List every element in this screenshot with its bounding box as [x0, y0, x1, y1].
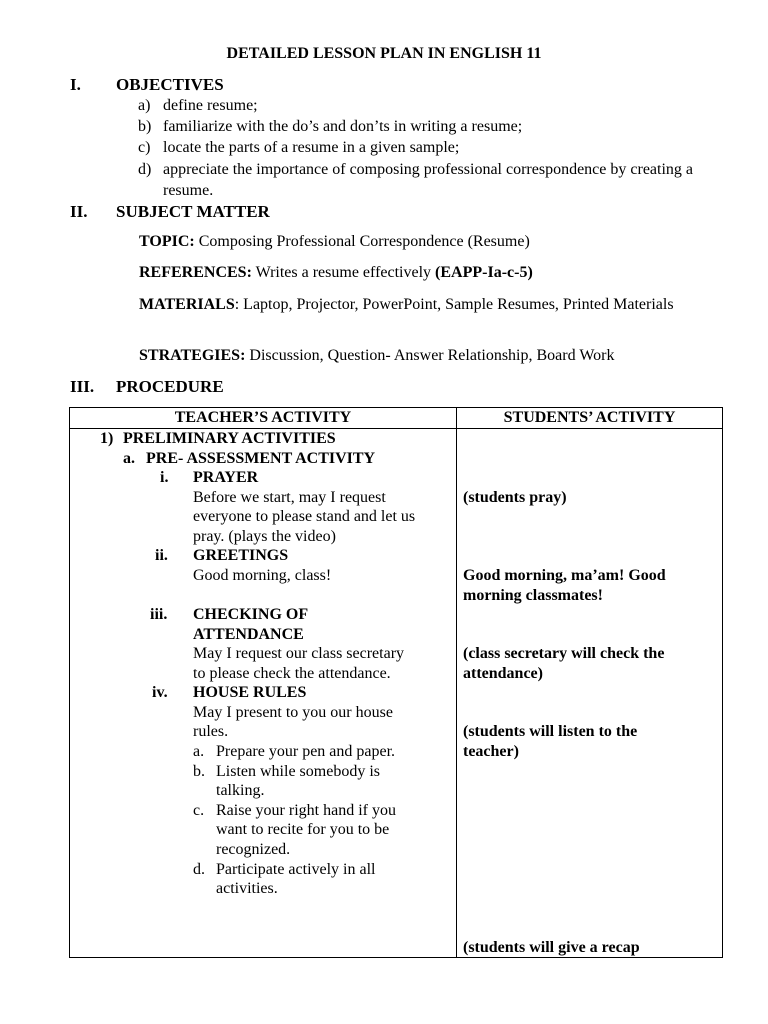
- prayer-text-line: pray. (plays the video): [193, 528, 336, 545]
- section-number-procedure: III.: [70, 377, 95, 396]
- prayer-text-line: everyone to please stand and let us: [193, 508, 416, 525]
- table-row: [70, 429, 723, 958]
- teacher-activity-cell: [70, 429, 457, 958]
- objective-item: [138, 159, 708, 201]
- section-number-subject-matter: II.: [70, 202, 88, 221]
- materials-label: MATERIALS: [139, 296, 235, 313]
- greetings-number: ii.: [155, 547, 168, 564]
- rule-letter: d.: [193, 861, 205, 878]
- references-label: REFERENCES:: [139, 264, 252, 281]
- students-activity-header: STUDENTS’ ACTIVITY: [457, 408, 723, 429]
- objective-text: locate the parts of a resume in a given sample;: [163, 139, 460, 156]
- attendance-title: CHECKING OF: [193, 606, 309, 623]
- references-line: [139, 263, 699, 283]
- rule-text: recognized.: [216, 841, 291, 858]
- topic-line: [139, 232, 699, 252]
- procedure-table: [69, 407, 723, 958]
- objective-text: appreciate the importance of composing professional correspondence by creating a resume.: [163, 161, 694, 199]
- preliminary-heading: PRELIMINARY ACTIVITIES: [123, 430, 336, 447]
- rule-text: want to recite for you to be: [216, 821, 390, 838]
- objective-item: [138, 138, 708, 158]
- strategies-value: Discussion, Question- Answer Relationship, Board Work: [245, 347, 615, 364]
- objective-letter: c): [138, 139, 151, 156]
- preassessment-letter: a.: [123, 450, 135, 467]
- rules-title: HOUSE RULES: [193, 684, 307, 701]
- rules-intro-line: rules.: [193, 723, 229, 740]
- rule-letter: b.: [193, 763, 205, 780]
- materials-value: : Laptop, Projector, PowerPoint, Sample Resumes, Printed Materials: [234, 296, 674, 313]
- objective-letter: d): [138, 161, 152, 178]
- references-code: (EAPP-Ia-c-5): [435, 264, 533, 281]
- students-rules-line: (students will listen to the: [463, 723, 638, 740]
- rules-intro-line: May I present to you our house: [193, 704, 393, 721]
- students-attendance-line: (class secretary will check the: [463, 645, 665, 662]
- students-recap: (students will give a recap: [463, 939, 640, 956]
- prayer-title: PRAYER: [193, 469, 259, 486]
- references-value: Writes a resume effectively: [251, 264, 436, 281]
- rule-letter: c.: [193, 802, 205, 819]
- objective-text: define resume;: [163, 97, 258, 114]
- objective-item: [138, 117, 708, 137]
- objective-text: familiarize with the do’s and don’ts in writing a resume;: [163, 118, 523, 135]
- rule-text: Raise your right hand if you: [216, 802, 396, 819]
- materials-line: [139, 294, 699, 315]
- preassessment-heading: PRE- ASSESSMENT ACTIVITY: [146, 450, 376, 467]
- attendance-text-line: May I request our class secretary: [193, 645, 405, 662]
- attendance-number: iii.: [150, 606, 168, 623]
- preliminary-number: 1): [100, 430, 114, 447]
- prayer-number: i.: [160, 469, 169, 486]
- strategies-label: STRATEGIES:: [139, 347, 246, 364]
- page-title: DETAILED LESSON PLAN IN ENGLISH 11: [226, 45, 542, 62]
- students-greetings-line: Good morning, ma’am! Good: [463, 567, 666, 584]
- greetings-title: GREETINGS: [193, 547, 289, 564]
- objective-item: [138, 96, 708, 116]
- rules-number: iv.: [152, 684, 168, 701]
- rule-text: talking.: [216, 782, 265, 799]
- objective-letter: b): [138, 118, 152, 135]
- students-rules-line: teacher): [463, 743, 519, 760]
- strategies-line: [139, 346, 719, 366]
- rule-text: Listen while somebody is: [216, 763, 380, 780]
- topic-label: TOPIC:: [139, 233, 195, 250]
- section-heading-subject-matter: SUBJECT MATTER: [116, 202, 270, 221]
- rule-text: Prepare your pen and paper.: [216, 743, 396, 760]
- section-heading-procedure: PROCEDURE: [116, 377, 224, 396]
- topic-value: Composing Professional Correspondence (Resume): [194, 233, 530, 250]
- rule-letter: a.: [193, 743, 205, 760]
- prayer-text-line: Before we start, may I request: [193, 489, 386, 506]
- objective-letter: a): [138, 97, 151, 114]
- rule-text: Participate actively in all: [216, 861, 376, 878]
- greetings-text: Good morning, class!: [193, 567, 332, 584]
- students-activity-cell: [457, 429, 723, 958]
- table-header-row: [70, 408, 723, 429]
- attendance-title: ATTENDANCE: [193, 626, 304, 643]
- students-attendance-line: attendance): [463, 665, 543, 682]
- section-number-objectives: I.: [70, 75, 81, 94]
- students-greetings-line: morning classmates!: [463, 587, 603, 604]
- attendance-text-line: to please check the attendance.: [193, 665, 391, 682]
- students-prayer: (students pray): [463, 489, 567, 506]
- teacher-activity-header: TEACHER’S ACTIVITY: [70, 408, 457, 429]
- rule-text: activities.: [216, 880, 278, 897]
- section-heading-objectives: OBJECTIVES: [116, 75, 224, 94]
